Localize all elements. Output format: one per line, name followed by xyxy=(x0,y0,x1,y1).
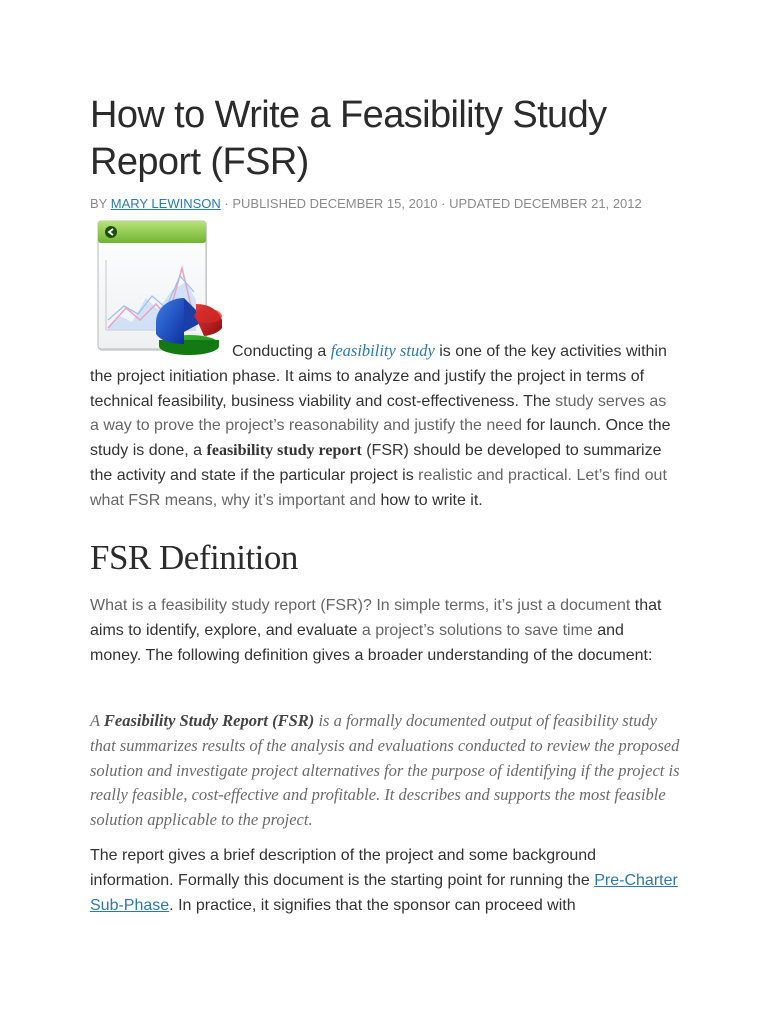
article-title: How to Write a Feasibility Study Report (FSR) xyxy=(90,94,607,183)
intro-text: is one of the key activities within the project initiation phase. It aims to analyze and justify the project in terms of technical feasibility, business viability and cost-effectiveness. The xyxy=(90,343,667,410)
quote-bold-term: Feasibility Study Report (FSR) xyxy=(103,711,315,730)
intro-bold-term: feasibility study report xyxy=(206,442,362,460)
quote-text: A xyxy=(90,711,104,730)
intro-paragraph xyxy=(90,339,678,514)
intro-text: realistic and practical. Let’s find out what FSR means, why it’s important and xyxy=(90,466,667,509)
intro-text: for launch. Once the study is done, a xyxy=(90,417,671,460)
intro-text: how to write it. xyxy=(376,491,483,509)
intro-text: Conducting a xyxy=(232,343,331,360)
byline-by: BY xyxy=(90,196,108,211)
author-link[interactable]: MARY LEWINSON xyxy=(110,196,221,211)
section-heading: FSR Definition xyxy=(90,538,298,577)
definition-intro-paragraph xyxy=(90,594,678,668)
definition-quote xyxy=(90,709,680,833)
closing-text: . In practice, it signifies that the sponsor can proceed with xyxy=(169,896,576,914)
definition-text: What is a feasibility study report (FSR)? In simple terms, it’s just a document xyxy=(90,597,631,614)
definition-text: that aims to identify, explore, and evaluate xyxy=(90,597,662,639)
definition-text: a project’s solutions to save time xyxy=(361,621,593,639)
closing-text: The report gives a brief description of the project and some background information. Formally this document is the starting point for running the xyxy=(90,847,597,889)
feasibility-study-link[interactable]: feasibility study xyxy=(330,341,435,360)
intro-text: (FSR) should be developed to summarize the activity and state if the particular project is xyxy=(90,442,662,484)
quote-text: is a formally documented output of feasibility study that summarizes results of the analysis and evaluations conducted to review the proposed solution and investigate project alternatives for the purpose of identifying if the project is really feasible, cost-effective and profitable. It describes and supports the most feasible solution applicable to the project. xyxy=(90,711,680,830)
definition-text: and money. The following definition gives a broader understanding of the document: xyxy=(90,621,653,664)
byline-dates: · PUBLISHED DECEMBER 15, 2010 · UPDATED DECEMBER 21, 2012 xyxy=(220,196,642,211)
pre-charter-link[interactable]: Pre-Charter Sub-Phase xyxy=(90,871,678,914)
closing-paragraph xyxy=(90,844,680,918)
intro-text: study serves as a way to prove the project’s reasonability and justify the need xyxy=(90,392,667,435)
byline xyxy=(90,195,642,212)
